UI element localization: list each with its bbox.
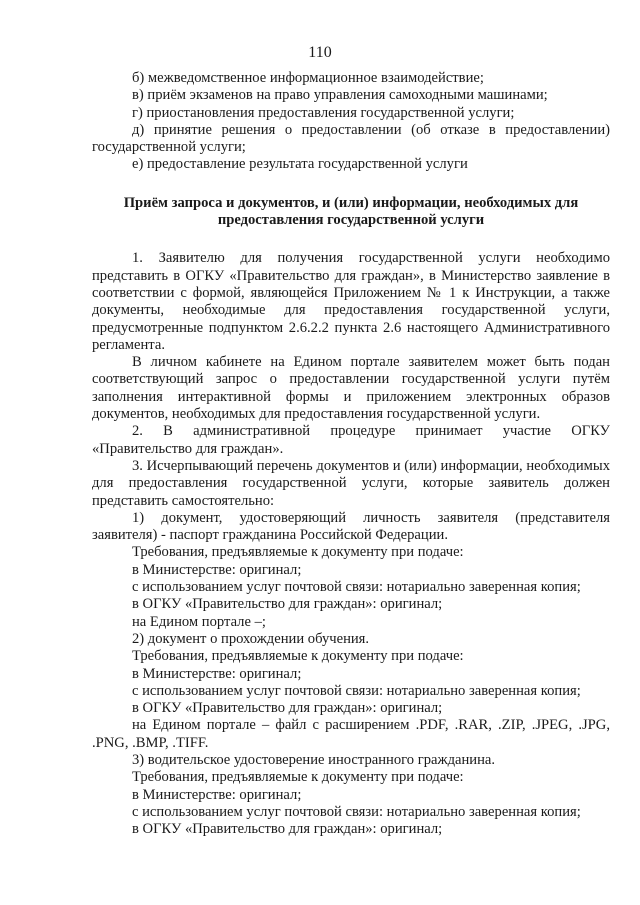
list-item: г) приостановления предоставления государственной услуги; [132,104,515,121]
paragraph: в Министерстве: оригинал; [132,561,302,578]
paragraph: с использованием услуг почтовой связи: нотариально заверенная копия; [132,579,581,596]
list-item: б) межведомственное информационное взаимодействие; [132,70,484,86]
paragraph: 3) водительское удостоверение иностранного гражданина. [132,751,496,768]
paragraph: Требования, предъявляемые к документу при подаче: [132,544,464,561]
paragraph: 2. В административной процедуре принимает участие ОГКУ «Правительство для граждан». [92,423,610,457]
page-number: 110 [308,44,332,61]
section-heading: Приём запроса и документов, и (или) информации, необходимых для предоставления государственной услуги [123,194,579,229]
paragraph: В личном кабинете на Едином портале заявителем может быть подан соответствующий запрос о предоставлении государственной услуги путём заполнения интерактивной формы и приложением электронных образов документов, необходимых для предоставления государственной услуги. [92,354,610,423]
paragraph: в Министерстве: оригинал; [132,786,302,803]
paragraph: 3. Исчерпывающий перечень документов и (или) информации, необходимых для предоставления государственной услуги, которые заявитель должен представить самостоятельно: [92,457,610,509]
paragraph: в ОГКУ «Правительство для граждан»: оригинал; [132,596,443,613]
paragraph: с использованием услуг почтовой связи: нотариально заверенная копия; [132,682,581,699]
paragraph: на Едином портале –; [132,613,266,630]
paragraph: в Министерстве: оригинал; [132,665,302,682]
paragraph: в ОГКУ «Правительство для граждан»: оригинал; [132,700,443,717]
paragraph: Требования, предъявляемые к документу при подаче: [132,648,464,665]
paragraph: 1. Заявителю для получения государственной услуги необходимо представить в ОГКУ «Правительство для граждан», в Министерство заявление в соответствии с формой, являющейся Приложением № 1 к Инструкции, а также документы, необходимые для предоставления государственной услуги, предусмотренные подпунктом 2.6.2.2 пункта 2.6 настоящего Административного регламента. [92,250,610,353]
paragraph: Требования, предъявляемые к документу при подаче: [132,769,464,786]
paragraph: 1) документ, удостоверяющий личность заявителя (представителя заявителя) - паспорт гражданина Российской Федерации. [92,509,610,544]
paragraph: на Едином портале – файл с расширением .PDF, .RAR, .ZIP, .JPEG, .JPG, .PNG, .BMP, .TIFF. [92,717,610,751]
paragraph: 2) документ о прохождении обучения. [132,630,370,647]
list-item: д) принятие решения о предоставлении (об отказе в предоставлении) государственной услуги; [92,121,610,156]
list-item: е) предоставление результата государственной услуги [132,156,468,173]
list-item: в) приём экзаменов на право управления самоходными машинами; [132,87,548,104]
paragraph: в ОГКУ «Правительство для граждан»: оригинал; [132,821,443,838]
paragraph: с использованием услуг почтовой связи: нотариально заверенная копия; [132,803,581,820]
document-body [92,70,610,838]
